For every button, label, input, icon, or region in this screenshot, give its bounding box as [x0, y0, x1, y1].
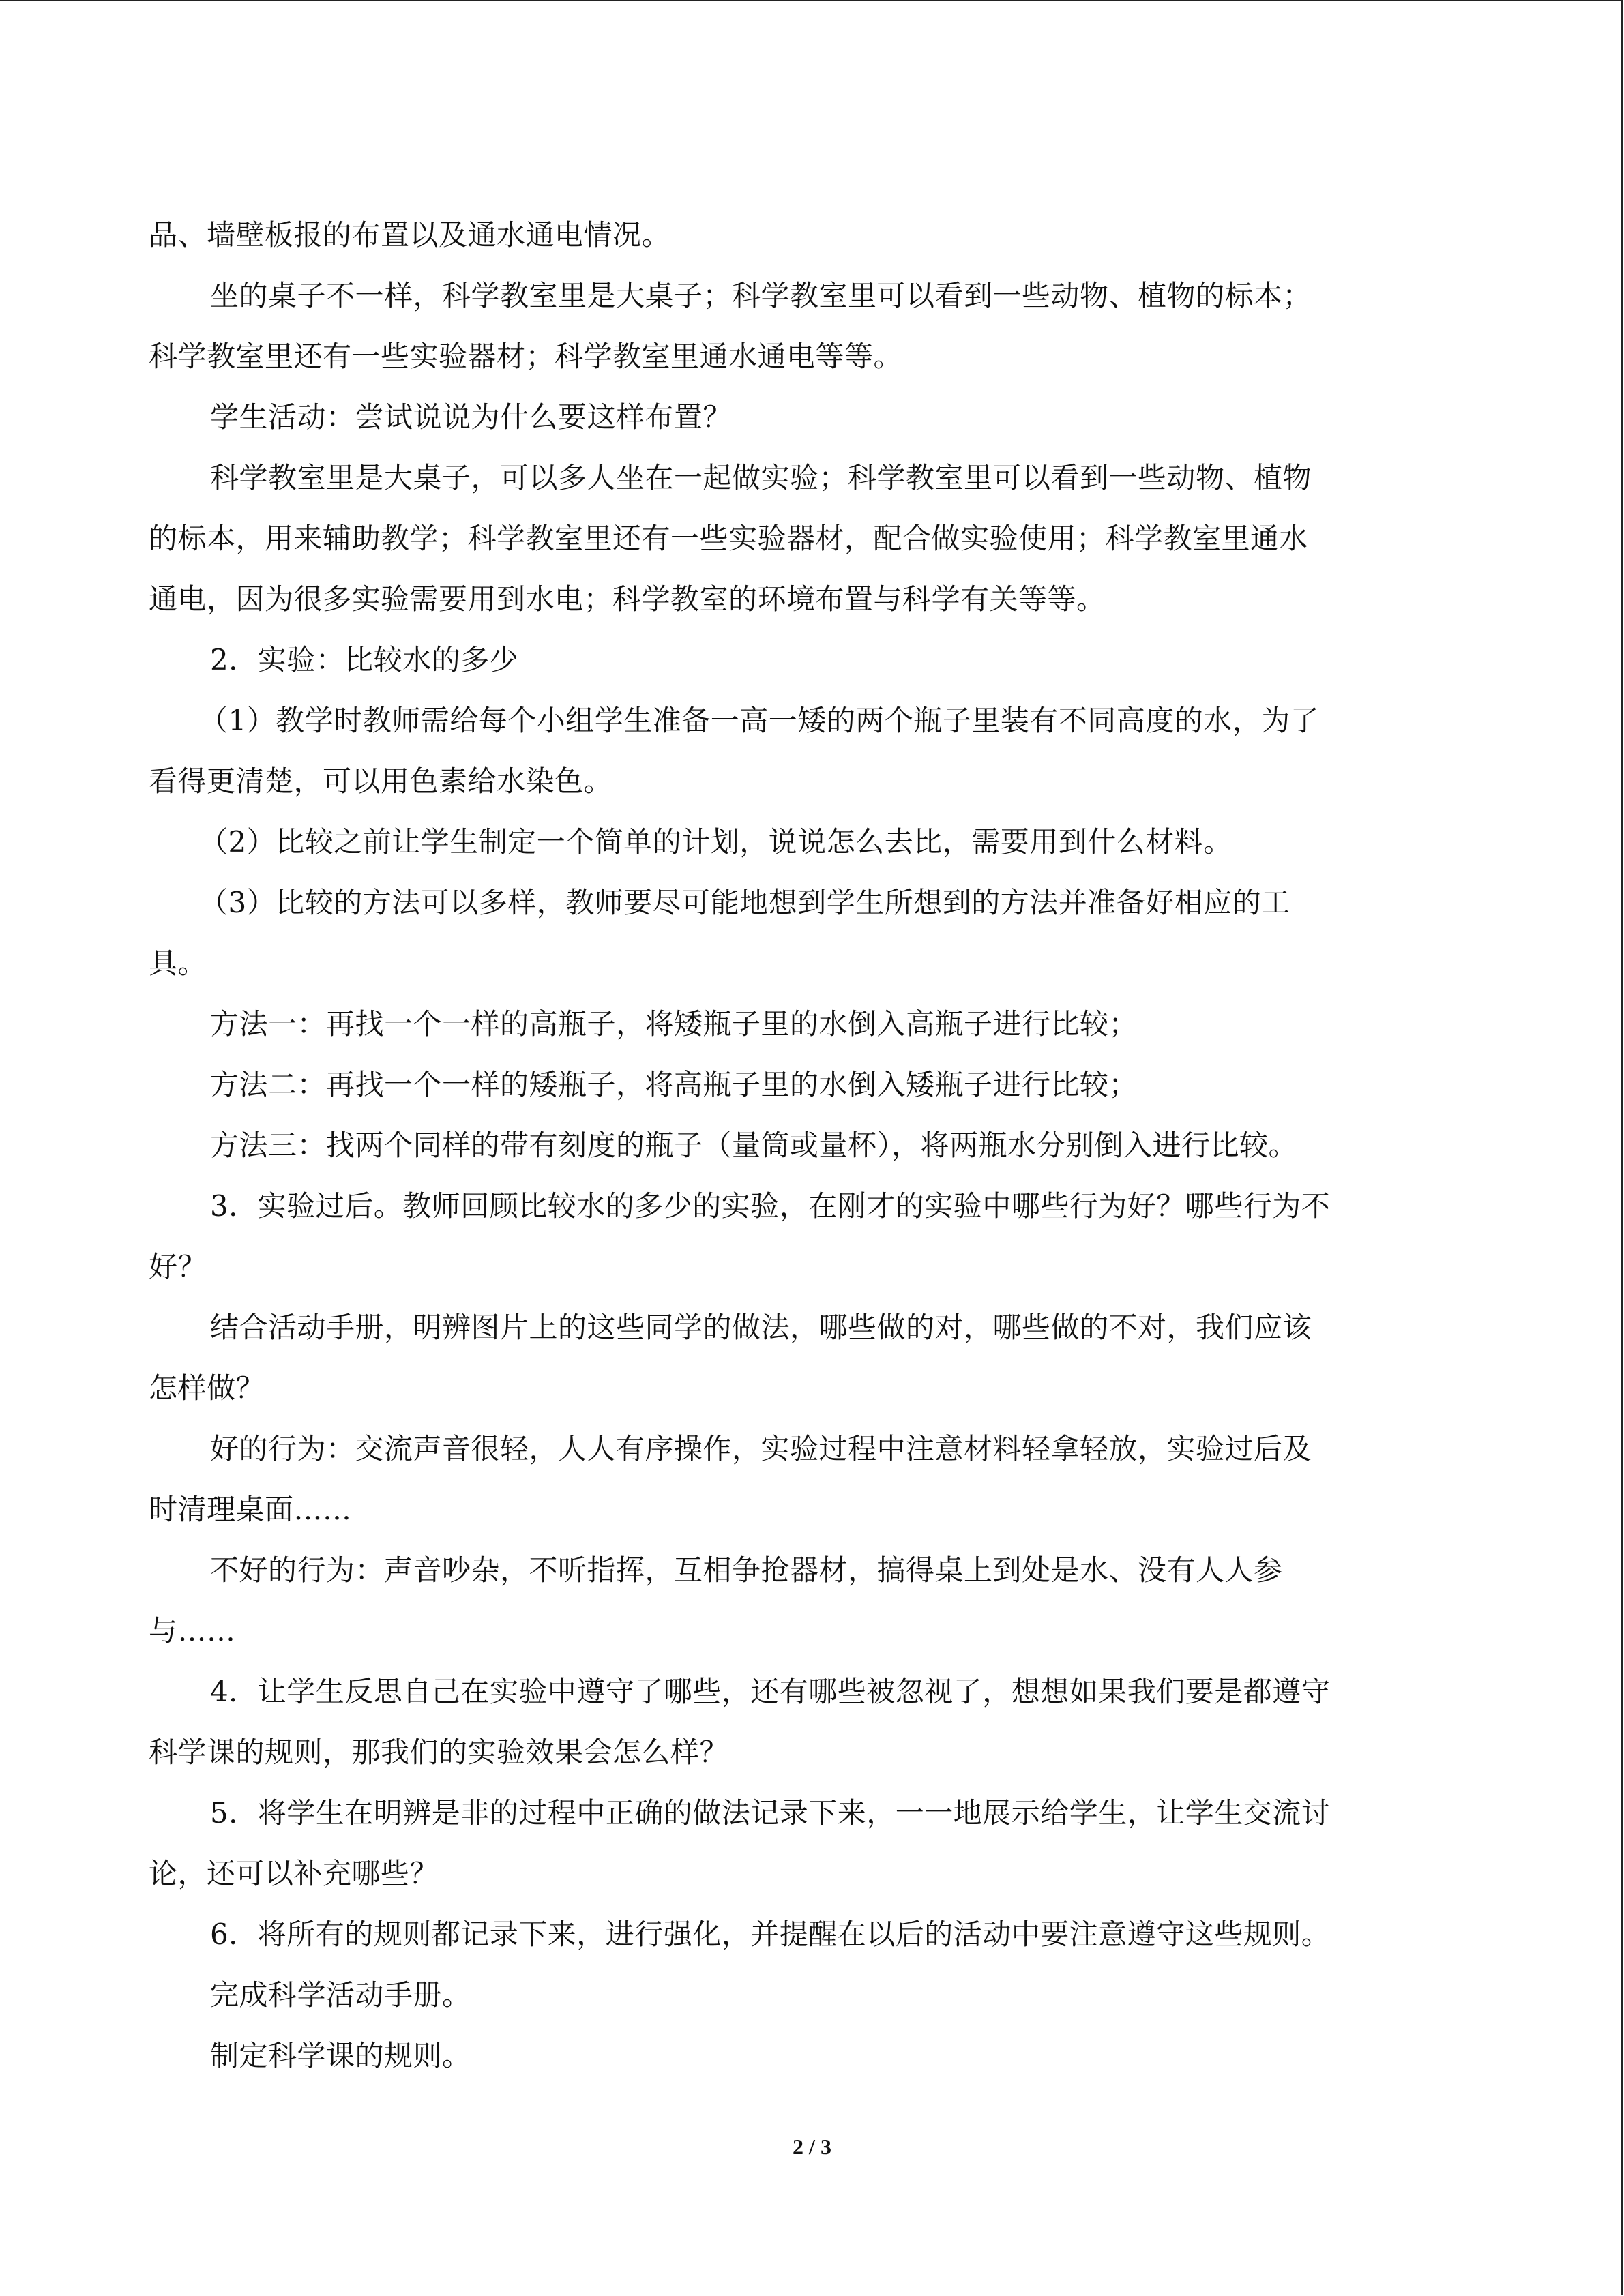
text-line: 具。	[149, 946, 207, 980]
text-line: 好？	[149, 1250, 207, 1283]
text-line: 5．将学生在明辨是非的过程中正确的做法记录下来，一一地展示给学生，让学生交流讨	[210, 1796, 1331, 1830]
text-line: 结合活动手册，明辨图片上的这些同学的做法，哪些做的对，哪些做的不对，我们应该	[210, 1311, 1312, 1344]
text-line: 方法二：再找一个一样的矮瓶子，将高瓶子里的水倒入矮瓶子进行比较；	[210, 1068, 1138, 1101]
text-line: 时清理桌面……	[149, 1493, 352, 1526]
text-line: 坐的桌子不一样，科学教室里是大桌子；科学教室里可以看到一些动物、植物的标本；	[210, 279, 1312, 312]
text-line: （3）比较的方法可以多样，教师要尽可能地想到学生所想到的方法并准备好相应的工	[199, 886, 1290, 919]
text-line: 不好的行为：声音吵杂，不听指挥，互相争抢器材，搞得桌上到处是水、没有人人参	[210, 1553, 1283, 1587]
text-line: 3．实验过后。教师回顾比较水的多少的实验，在刚才的实验中哪些行为好？哪些行为不	[210, 1189, 1331, 1223]
text-line: 科学教室里是大桌子，可以多人坐在一起做实验；科学教室里可以看到一些动物、植物	[210, 461, 1312, 494]
text-line: 科学课的规则，那我们的实验效果会怎么样？	[149, 1735, 729, 1769]
text-line: 好的行为：交流声音很轻，人人有序操作，实验过程中注意材料轻拿轻放，实验过后及	[210, 1432, 1312, 1465]
text-line: 方法一：再找一个一样的高瓶子，将矮瓶子里的水倒入高瓶子进行比较；	[210, 1007, 1138, 1041]
text-line: 看得更清楚，可以用色素给水染色。	[149, 764, 613, 798]
text-line: 方法三：找两个同样的带有刻度的瓶子（量筒或量杯），将两瓶水分别倒入进行比较。	[210, 1129, 1298, 1162]
text-line: 6．将所有的规则都记录下来，进行强化，并提醒在以后的活动中要注意遵守这些规则。	[210, 1918, 1331, 1951]
text-line: 制定科学课的规则。	[210, 2039, 471, 2072]
text-line: 学生活动：尝试说说为什么要这样布置？	[210, 400, 733, 434]
text-line: 完成科学活动手册。	[210, 1978, 471, 2012]
text-line: 4．让学生反思自己在实验中遵守了哪些，还有哪些被忽视了，想想如果我们要是都遵守	[210, 1675, 1331, 1708]
text-line: 2．实验：比较水的多少	[210, 643, 519, 676]
text-line: （1）教学时教师需给每个小组学生准备一高一矮的两个瓶子里装有不同高度的水，为了	[199, 704, 1320, 737]
document-body	[149, 205, 1476, 2086]
text-line: （2）比较之前让学生制定一个简单的计划，说说怎么去比，需要用到什么材料。	[199, 825, 1232, 859]
text-line: 与……	[149, 1614, 236, 1648]
text-line: 的标本，用来辅助教学；科学教室里还有一些实验器材，配合做实验使用；科学教室里通水	[149, 522, 1309, 555]
text-line: 通电，因为很多实验需要用到水电；科学教室的环境布置与科学有关等等。	[149, 582, 1106, 616]
page-number: 2 / 3	[793, 2134, 831, 2159]
text-line: 论，还可以补充哪些？	[149, 1857, 439, 1890]
text-line: 品、墙壁板报的布置以及通水通电情况。	[149, 218, 671, 252]
text-line: 科学教室里还有一些实验器材；科学教室里通水通电等等。	[149, 340, 903, 373]
text-line: 怎样做？	[149, 1371, 265, 1405]
